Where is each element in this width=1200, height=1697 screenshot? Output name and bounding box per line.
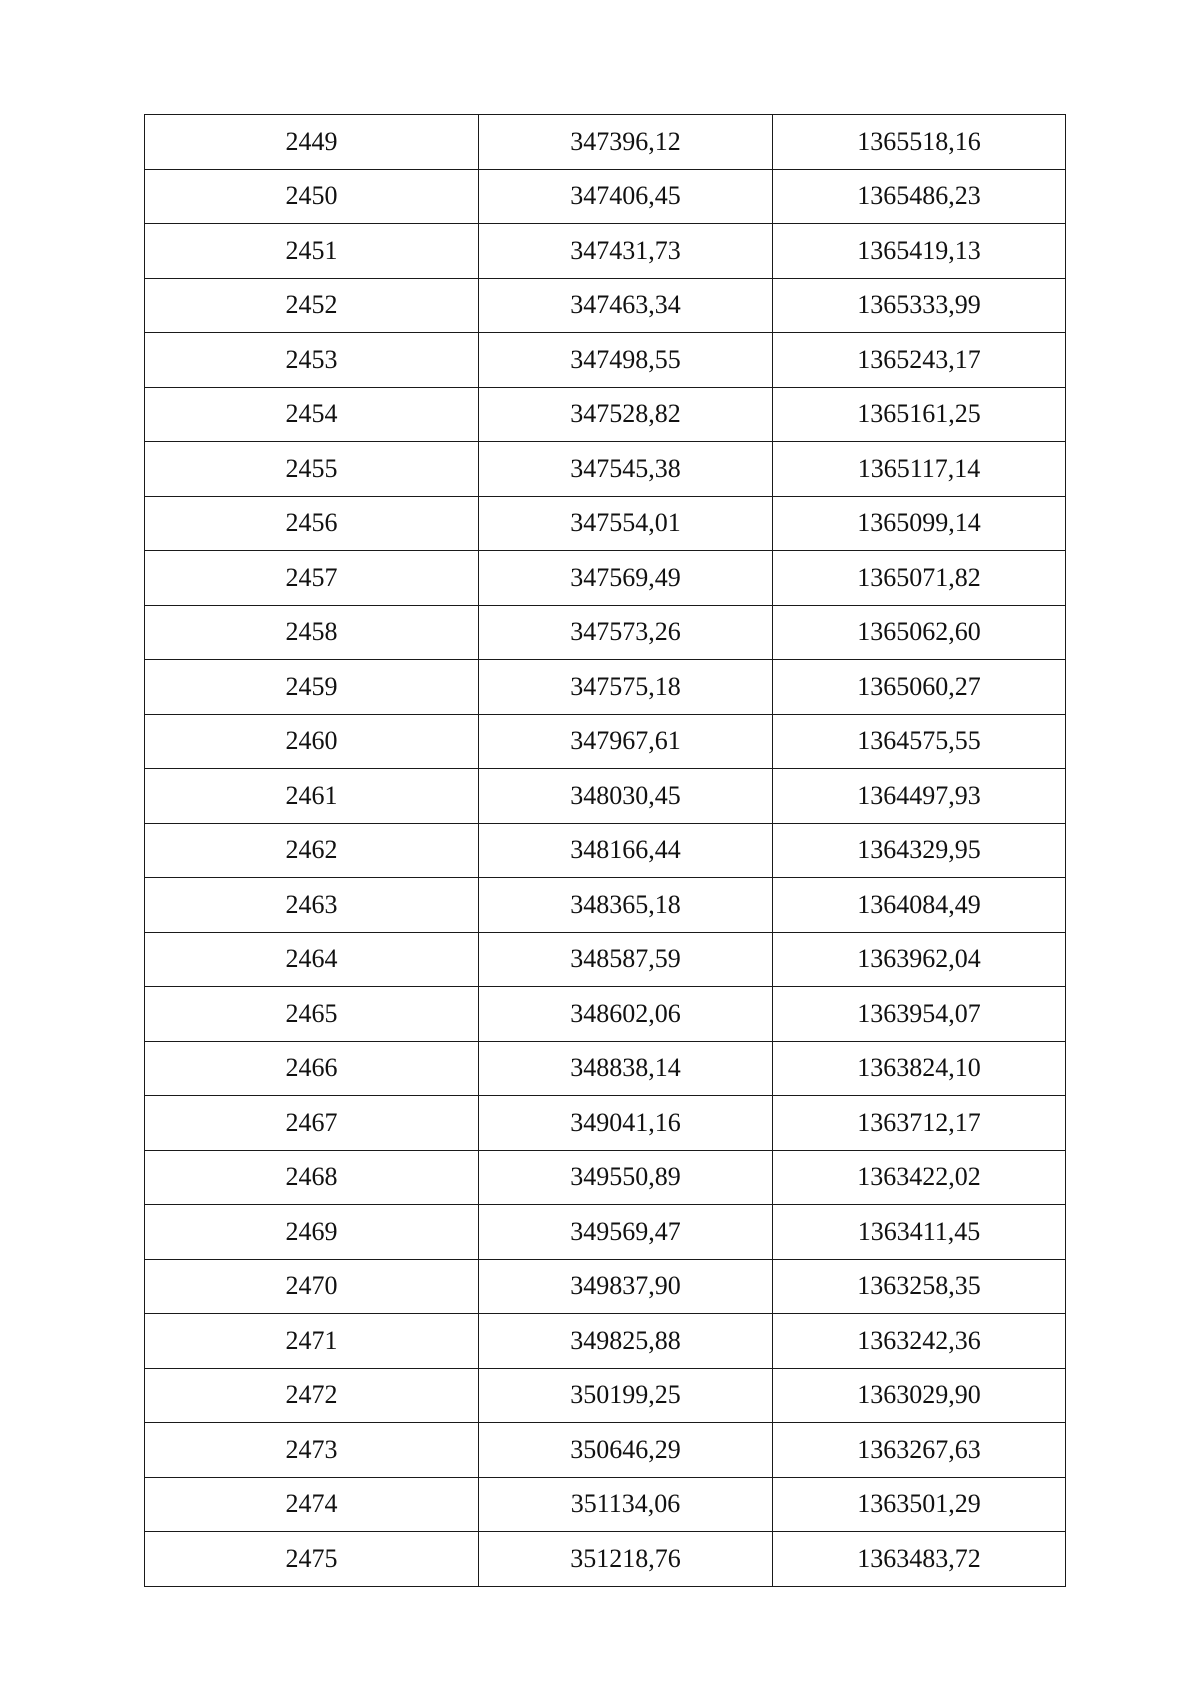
y-coordinate-cell: 1365060,27 [773,660,1066,715]
table-row [145,823,1066,878]
x-coordinate-cell: 347554,01 [479,496,773,551]
point-number-cell: 2451 [145,224,479,279]
point-number-cell: 2452 [145,278,479,333]
point-number-cell: 2464 [145,932,479,987]
y-coordinate-cell: 1363501,29 [773,1477,1066,1532]
table-row [145,1423,1066,1478]
y-coordinate-cell: 1365243,17 [773,333,1066,388]
x-coordinate-cell: 350199,25 [479,1368,773,1423]
x-coordinate-cell: 347528,82 [479,387,773,442]
table-row [145,1532,1066,1587]
point-number-cell: 2470 [145,1259,479,1314]
y-coordinate-cell: 1365062,60 [773,605,1066,660]
x-coordinate-cell: 347431,73 [479,224,773,279]
table-row [145,551,1066,606]
table-row [145,496,1066,551]
point-number-cell: 2460 [145,714,479,769]
table-row [145,878,1066,933]
point-number-cell: 2465 [145,987,479,1042]
x-coordinate-cell: 348838,14 [479,1041,773,1096]
y-coordinate-cell: 1365333,99 [773,278,1066,333]
x-coordinate-cell: 347575,18 [479,660,773,715]
coordinates-table [144,114,1066,1587]
y-coordinate-cell: 1364497,93 [773,769,1066,824]
table-row [145,224,1066,279]
y-coordinate-cell: 1363242,36 [773,1314,1066,1369]
table-row [145,1150,1066,1205]
x-coordinate-cell: 348587,59 [479,932,773,987]
x-coordinate-cell: 349837,90 [479,1259,773,1314]
table-row [145,278,1066,333]
table-row [145,605,1066,660]
point-number-cell: 2466 [145,1041,479,1096]
table-row [145,660,1066,715]
y-coordinate-cell: 1363258,35 [773,1259,1066,1314]
table-row [145,1096,1066,1151]
x-coordinate-cell: 351218,76 [479,1532,773,1587]
x-coordinate-cell: 349550,89 [479,1150,773,1205]
point-number-cell: 2458 [145,605,479,660]
y-coordinate-cell: 1363712,17 [773,1096,1066,1151]
x-coordinate-cell: 349825,88 [479,1314,773,1369]
x-coordinate-cell: 351134,06 [479,1477,773,1532]
table-row [145,442,1066,497]
point-number-cell: 2473 [145,1423,479,1478]
y-coordinate-cell: 1364329,95 [773,823,1066,878]
point-number-cell: 2474 [145,1477,479,1532]
table-row [145,769,1066,824]
table-row [145,1368,1066,1423]
point-number-cell: 2457 [145,551,479,606]
x-coordinate-cell: 348030,45 [479,769,773,824]
x-coordinate-cell: 347463,34 [479,278,773,333]
x-coordinate-cell: 347545,38 [479,442,773,497]
x-coordinate-cell: 347396,12 [479,115,773,170]
x-coordinate-cell: 350646,29 [479,1423,773,1478]
y-coordinate-cell: 1364575,55 [773,714,1066,769]
point-number-cell: 2467 [145,1096,479,1151]
y-coordinate-cell: 1365071,82 [773,551,1066,606]
point-number-cell: 2475 [145,1532,479,1587]
y-coordinate-cell: 1363824,10 [773,1041,1066,1096]
table-row [145,1259,1066,1314]
y-coordinate-cell: 1364084,49 [773,878,1066,933]
table-row [145,714,1066,769]
y-coordinate-cell: 1365486,23 [773,169,1066,224]
y-coordinate-cell: 1365099,14 [773,496,1066,551]
x-coordinate-cell: 347406,45 [479,169,773,224]
x-coordinate-cell: 348602,06 [479,987,773,1042]
x-coordinate-cell: 347967,61 [479,714,773,769]
point-number-cell: 2462 [145,823,479,878]
point-number-cell: 2468 [145,1150,479,1205]
point-number-cell: 2453 [145,333,479,388]
point-number-cell: 2455 [145,442,479,497]
table-row [145,115,1066,170]
point-number-cell: 2454 [145,387,479,442]
x-coordinate-cell: 349569,47 [479,1205,773,1260]
point-number-cell: 2469 [145,1205,479,1260]
x-coordinate-cell: 347573,26 [479,605,773,660]
y-coordinate-cell: 1363954,07 [773,987,1066,1042]
table-row [145,387,1066,442]
y-coordinate-cell: 1365117,14 [773,442,1066,497]
y-coordinate-cell: 1365518,16 [773,115,1066,170]
x-coordinate-cell: 347569,49 [479,551,773,606]
table-row [145,1041,1066,1096]
x-coordinate-cell: 347498,55 [479,333,773,388]
x-coordinate-cell: 349041,16 [479,1096,773,1151]
point-number-cell: 2471 [145,1314,479,1369]
point-number-cell: 2449 [145,115,479,170]
x-coordinate-cell: 348166,44 [479,823,773,878]
point-number-cell: 2456 [145,496,479,551]
table-row [145,333,1066,388]
y-coordinate-cell: 1363411,45 [773,1205,1066,1260]
table-row [145,1477,1066,1532]
y-coordinate-cell: 1365419,13 [773,224,1066,279]
y-coordinate-cell: 1363422,02 [773,1150,1066,1205]
coordinates-table-body [145,115,1066,1587]
table-row [145,1205,1066,1260]
y-coordinate-cell: 1363029,90 [773,1368,1066,1423]
point-number-cell: 2472 [145,1368,479,1423]
point-number-cell: 2459 [145,660,479,715]
y-coordinate-cell: 1363962,04 [773,932,1066,987]
point-number-cell: 2461 [145,769,479,824]
y-coordinate-cell: 1365161,25 [773,387,1066,442]
y-coordinate-cell: 1363267,63 [773,1423,1066,1478]
point-number-cell: 2463 [145,878,479,933]
table-row [145,1314,1066,1369]
y-coordinate-cell: 1363483,72 [773,1532,1066,1587]
x-coordinate-cell: 348365,18 [479,878,773,933]
table-row [145,987,1066,1042]
table-row [145,932,1066,987]
table-row [145,169,1066,224]
point-number-cell: 2450 [145,169,479,224]
